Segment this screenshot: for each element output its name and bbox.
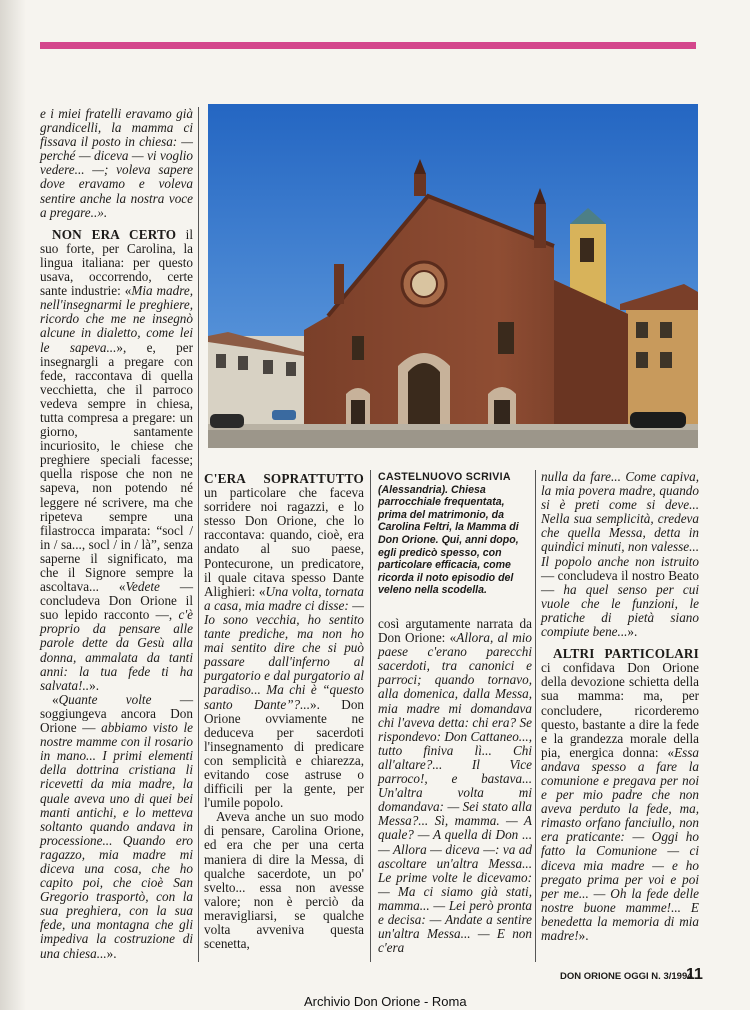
column-divider	[198, 107, 199, 962]
column-divider	[370, 470, 371, 962]
archive-watermark: Archivio Don Orione - Roma	[304, 994, 467, 1009]
magazine-footer: DON ORIONE OGGI N. 3/1994	[560, 971, 693, 982]
parked-car	[210, 414, 244, 428]
church-photo	[208, 104, 698, 448]
caption-place: CASTELNUOVO SCRIVIA	[378, 471, 511, 483]
paragraph: «Quante volte — soggiungeva ancora Don Orione — abbiamo visto le nostre mamme con il rosario in mano... I primi elementi della dottrina cristiana li ricevetti da mia madre, la quale aveva uno di quei bei manti antichi, e lo metteva soltanto quando andava in processione... Quando ero ragazzo, mia madre mi diceva una cosa, che ho capito poi, che cioè San Gregorio trasportò, con la sua preghiera, con la sua fede, una montagna che gli impediva la costruzione di una chiesa...».	[40, 691, 194, 961]
lead-in: C'ERA SOPRATTUTTO	[204, 471, 364, 486]
lead-in: ALTRI PARTICOLARI	[553, 646, 699, 662]
page-edge-shadow	[0, 0, 26, 1010]
page-number: 11	[686, 966, 703, 983]
paragraph: ALTRI PARTICOLARI ci confidava Don Orione della devozione schietta della sua mamma: ma, per concludere, ricorderemo questo, bastante a dire la fede e la grandezza morale della pia, energica donna: «Essa andava spesso a fare la comunione e pregava per noi e per mio padre che non aveva perduto la fede, ma, rimasto orfano fanciullo, non era praticante: — Oggi ho fatto la Comunione — ci diceva mia madre — e ho pregato prima per voi e poi per me... — Oh la fede delle nostre buone mamme!... E benedetta la memoria di mia madre!».	[541, 646, 699, 943]
photo-caption	[378, 471, 532, 597]
paragraph: C'ERA SOPRATTUTTO un particolare che faceva sorridere noi ragazzi, e lo stesso Don Orione, che lo raccontava: quando, cioè, era andato al suo paese, Pontecurone, un predicatore, il quale citava spesso Dante Alighieri: «Una volta, tornata a casa, mia madre ci disse: — Io sono vecchia, ho sentito tante prediche, ma non ho mai sentito dire che si può passare dall'inferno al purgatorio e dal purgatorio al paradiso... Ma chi è “questo santo Dante”?...». Don Orione ovviamente ne deduceva per sacerdoti l'insegnamento di predicare con semplicità e chiarezza, evitando cose astruse o difficili per la gente, per l'umile popolo.	[204, 471, 365, 811]
paragraph: Aveva anche un suo modo di pensare, Carolina Orione, ed era che per una certa maniera di dire la Messa, di qualche sacerdote, un po' svelto... essa non avesse valore; non è perciò da meravigliarsi, se qualche volta avveniva questa scenetta,	[204, 809, 364, 952]
paragraph: NON ERA CERTO il suo forte, per Carolina, la lingua italiana: per questo usava, occorrendo, certe sante industrie: «Mia madre, nell'insegnarmi le preghiere, ricordo che me ne insegnò alcune in dialetto, come lei le sapeva...», e, per insegnargli a pregare con fede, raccontava di quella vecchietta, che il parroco vedeva sempre in chiesa, tutta compresa a pregare: un giorno, santamente incuriosito, le chiese che preghiere speciali facesse; quella rispose che non ne sapeva, non potendo né leggere né scrivere, ma che ripeteva sempre una filastrocca imparata: “socl / in / sa..., socl / in / là”, senza saperne il significato, ma che il Signore sempre la ascoltava... «Vedete — concludeva Don Orione il suo lepido racconto —, c'è proprio da pensare alle parole dette da Gesù alla donna, ammalata da tanti anni: la tua fede ti ha salvata!..».	[40, 226, 193, 693]
lead-in: NON ERA CERTO	[52, 226, 177, 242]
paragraph: nulla da fare... Come capiva, la mia povera madre, quando si è preti come si deve... Nella sua semplicità, credeva che quella Messa, detta in quindici minuti, non valesse... Il popolo anche non istruito — concludeva il nostro Beato — ha quel senso per cui vuole che le funzioni, le pratiche di pietà siano compiute bene...».	[541, 469, 699, 640]
main-portal	[408, 363, 440, 428]
paragraph: così argutamente narrata da Don Orione: «Allora, al mio paese c'erano parecchi sacerdoti, tra canonici e parroci; quando tornavo, alla domenica, dalla Messa, mia madre mi domandava chi l'aveva detta: chi era? Se rispondevo: Don Cattaneo..., tutto finiva lì... Chi all'altare?... Il Vice parroco!, e bastava... Un'altra volta mi domandava: — Sei stato alla Messa?... Sì, mamma. — A quale? — A quella di Don ... — Allora — diceva —: va ad ascoltare un'altra Messa... Le prime volte le dicevamo: — Ma ci siamo già stati, mamma... — Lei però pronta e decisa: — Andate a sentire un'altra Messa... — E non c'era	[378, 616, 532, 956]
parked-car	[630, 412, 686, 428]
caption-text: (Alessandria). Chiesa parrocchiale frequentata, prima del matrimonio, da Carolina Feltri, la Mamma di Don Orione. Qui, anni dopo, egli predicò spesso, con particolare efficacia, come ricorda il noto episodio del veleno nella scodella.	[378, 483, 519, 597]
accent-bar	[40, 42, 696, 49]
text-column-2	[204, 472, 364, 951]
text-column-3	[378, 617, 532, 955]
paragraph: e i miei fratelli eravamo già grandicelli, la mamma ci fissava il posto in chiesa: — perché — diceva — vi voglio vedere... —; voleva sapere dove eravamo e voleva sentire anche la nostra voce a pregare..».	[40, 106, 193, 220]
text-column-1	[40, 107, 193, 961]
column-divider	[535, 470, 536, 962]
text-column-4	[541, 470, 699, 943]
